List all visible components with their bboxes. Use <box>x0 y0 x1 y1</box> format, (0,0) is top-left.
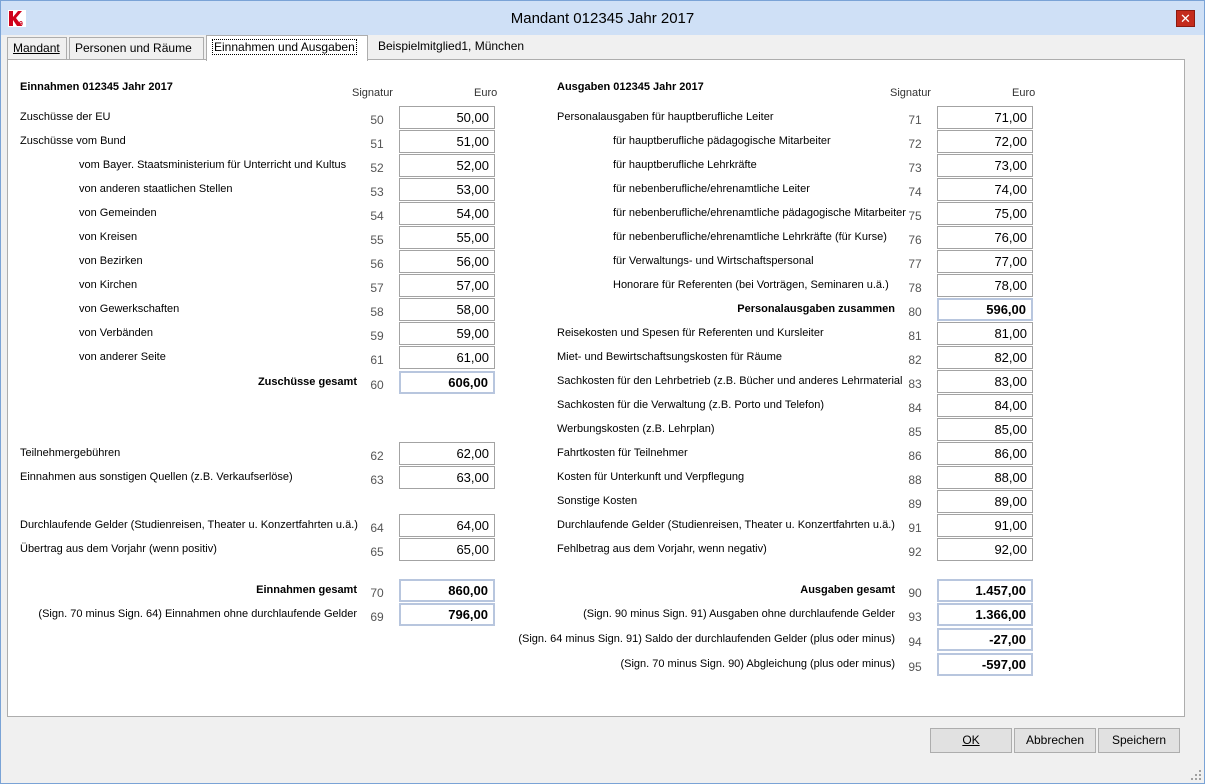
row-label: Ausgaben gesamt <box>800 584 895 596</box>
amount-input[interactable]: 88,00 <box>937 466 1033 489</box>
cancel-button[interactable]: Abbrechen <box>1014 728 1096 753</box>
row-label: Kosten für Unterkunft und Verpflegung <box>557 471 745 483</box>
row-label: Werbungskosten (z.B. Lehrplan) <box>557 423 715 435</box>
row-label: Miet- und Bewirtschaftsungskosten für Räume <box>557 351 782 363</box>
amount-input[interactable]: 52,00 <box>399 154 495 177</box>
tab-label: Personen und Räume <box>75 41 192 55</box>
tab-mandant[interactable] <box>7 37 67 60</box>
row-label: (Sign. 70 minus Sign. 64) Einnahmen ohne durchlaufende Gelder <box>38 608 357 620</box>
row-signatur: 86 <box>908 449 922 463</box>
row-signatur: 70 <box>370 586 384 600</box>
total-amount-field[interactable]: -27,00 <box>937 628 1033 651</box>
row-label: Fehlbetrag aus dem Vorjahr, wenn negativ) <box>557 543 767 555</box>
content-panel <box>7 59 1185 717</box>
row-signatur: 84 <box>908 401 922 415</box>
row-label: von Kirchen <box>79 279 138 291</box>
row-label: Zuschüsse vom Bund <box>20 135 126 147</box>
amount-input[interactable]: 76,00 <box>937 226 1033 249</box>
row-label: für nebenberufliche/ehrenamtliche pädagogische Mitarbeiter <box>613 207 906 219</box>
save-button[interactable]: Speichern <box>1098 728 1180 753</box>
total-amount-field[interactable]: 796,00 <box>399 603 495 626</box>
row-signatur: 51 <box>370 137 384 151</box>
amount-input[interactable]: 53,00 <box>399 178 495 201</box>
row-signatur: 53 <box>370 185 384 199</box>
row-signatur: 90 <box>908 586 922 600</box>
row-label: Fahrtkosten für Teilnehmer <box>557 447 688 459</box>
row-label: (Sign. 70 minus Sign. 90) Abgleichung (plus oder minus) <box>620 658 895 670</box>
row-label: Personalausgaben zusammen <box>737 303 895 315</box>
amount-input[interactable]: 64,00 <box>399 514 495 537</box>
row-signatur: 77 <box>908 257 922 271</box>
row-signatur: 94 <box>908 635 922 649</box>
row-label: von Gewerkschaften <box>79 303 180 315</box>
amount-input[interactable]: 63,00 <box>399 466 495 489</box>
total-amount-field[interactable]: 1.457,00 <box>937 579 1033 602</box>
row-signatur: 83 <box>908 377 922 391</box>
row-signatur: 92 <box>908 545 922 559</box>
amount-input[interactable]: 83,00 <box>937 370 1033 393</box>
amount-input[interactable]: 73,00 <box>937 154 1033 177</box>
row-label: Reisekosten und Spesen für Referenten und Kursleiter <box>557 327 824 339</box>
amount-input[interactable]: 54,00 <box>399 202 495 225</box>
row-signatur: 61 <box>370 353 384 367</box>
row-signatur: 71 <box>908 113 922 127</box>
ok-button-label: OK <box>962 733 980 747</box>
amount-input[interactable]: 84,00 <box>937 394 1033 417</box>
total-amount-field[interactable]: 596,00 <box>937 298 1033 321</box>
row-label: von anderer Seite <box>79 351 166 363</box>
row-signatur: 54 <box>370 209 384 223</box>
tab-personen-und-raeume[interactable] <box>69 37 204 60</box>
row-label: (Sign. 64 minus Sign. 91) Saldo der durchlaufenden Gelder (plus oder minus) <box>518 633 895 645</box>
row-signatur: 81 <box>908 329 922 343</box>
row-signatur: 80 <box>908 305 922 319</box>
row-label: vom Bayer. Staatsministerium für Unterricht und Kultus <box>79 159 347 171</box>
row-signatur: 88 <box>908 473 922 487</box>
amount-input[interactable]: 82,00 <box>937 346 1033 369</box>
row-signatur: 50 <box>370 113 384 127</box>
row-label: für nebenberufliche/ehrenamtliche Leiter <box>613 183 810 195</box>
row-label: von Verbänden <box>79 327 154 339</box>
amount-input[interactable]: 85,00 <box>937 418 1033 441</box>
amount-input[interactable]: 59,00 <box>399 322 495 345</box>
row-label: Zuschüsse der EU <box>20 111 111 123</box>
close-icon[interactable]: ✕ <box>1176 10 1195 27</box>
title-bar[interactable] <box>1 1 1204 35</box>
amount-input[interactable]: 78,00 <box>937 274 1033 297</box>
amount-input[interactable]: 62,00 <box>399 442 495 465</box>
row-signatur: 85 <box>908 425 922 439</box>
row-label: Sachkosten für den Lehrbetrieb (z.B. Bücher und anderes Lehrmaterial <box>557 375 903 387</box>
row-signatur: 73 <box>908 161 922 175</box>
amount-input[interactable]: 81,00 <box>937 322 1033 345</box>
row-label: Einnahmen aus sonstigen Quellen (z.B. Verkaufserlöse) <box>20 471 293 483</box>
member-label: Beispielmitglied1, München <box>378 39 525 53</box>
amount-input[interactable]: 57,00 <box>399 274 495 297</box>
row-signatur: 65 <box>370 545 384 559</box>
total-amount-field[interactable]: 860,00 <box>399 579 495 602</box>
row-signatur: 72 <box>908 137 922 151</box>
income-heading: Einnahmen 012345 Jahr 2017 <box>20 81 173 93</box>
row-signatur: 93 <box>908 610 922 624</box>
row-signatur: 69 <box>370 610 384 624</box>
amount-input[interactable]: 92,00 <box>937 538 1033 561</box>
row-signatur: 64 <box>370 521 384 535</box>
row-signatur: 55 <box>370 233 384 247</box>
row-signatur: 78 <box>908 281 922 295</box>
row-signatur: 95 <box>908 660 922 674</box>
amount-input[interactable]: 56,00 <box>399 250 495 273</box>
expenses-euro-header: Euro <box>1012 87 1036 99</box>
row-label: für nebenberufliche/ehrenamtliche Lehrkräfte (für Kurse) <box>613 231 887 243</box>
row-label: von Kreisen <box>79 231 138 243</box>
row-label: von Gemeinden <box>79 207 157 219</box>
row-label: Durchlaufende Gelder (Studienreisen, Theater u. Konzertfahrten u.ä.) <box>557 519 895 531</box>
row-label: Sonstige Kosten <box>557 495 638 507</box>
total-amount-field[interactable]: 606,00 <box>399 371 495 394</box>
row-label: für Verwaltungs- und Wirtschaftspersonal <box>613 255 814 267</box>
svg-text:9: 9 <box>19 21 23 27</box>
row-label: Personalausgaben für hauptberufliche Leiter <box>557 111 774 123</box>
row-signatur: 82 <box>908 353 922 367</box>
amount-input[interactable]: 65,00 <box>399 538 495 561</box>
row-signatur: 74 <box>908 185 922 199</box>
row-signatur: 59 <box>370 329 384 343</box>
row-label: von Bezirken <box>79 255 143 267</box>
total-amount-field[interactable]: 1.366,00 <box>937 603 1033 626</box>
row-signatur: 57 <box>370 281 384 295</box>
amount-input[interactable]: 61,00 <box>399 346 495 369</box>
row-signatur: 91 <box>908 521 922 535</box>
row-label: für hauptberufliche Lehrkräfte <box>613 159 757 171</box>
amount-input[interactable]: 89,00 <box>937 490 1033 513</box>
ok-button[interactable] <box>930 728 1012 753</box>
row-label: (Sign. 90 minus Sign. 91) Ausgaben ohne durchlaufende Gelder <box>583 608 895 620</box>
income-euro-header: Euro <box>474 87 498 99</box>
amount-input[interactable]: 74,00 <box>937 178 1033 201</box>
total-amount-field[interactable]: -597,00 <box>937 653 1033 676</box>
row-label: Einnahmen gesamt <box>256 584 357 596</box>
row-signatur: 89 <box>908 497 922 511</box>
expenses-signatur-header: Signatur <box>890 87 931 99</box>
row-label: Honorare für Referenten (bei Vorträgen, Seminaren u.ä.) <box>613 279 889 291</box>
amount-input[interactable]: 77,00 <box>937 250 1033 273</box>
tab-label: Einnahmen und Ausgaben <box>214 40 355 54</box>
tab-label: Mandant <box>13 41 60 55</box>
resize-grip-icon[interactable] <box>1191 770 1202 781</box>
row-signatur: 75 <box>908 209 922 223</box>
row-signatur: 62 <box>370 449 384 463</box>
row-signatur: 76 <box>908 233 922 247</box>
expenses-heading: Ausgaben 012345 Jahr 2017 <box>557 81 704 93</box>
amount-input[interactable]: 58,00 <box>399 298 495 321</box>
window-title: Mandant 012345 Jahr 2017 <box>510 10 695 27</box>
row-label: Teilnehmergebühren <box>20 447 121 459</box>
row-signatur: 52 <box>370 161 384 175</box>
row-label: Zuschüsse gesamt <box>257 376 357 388</box>
amount-input[interactable]: 91,00 <box>937 514 1033 537</box>
income-signatur-header: Signatur <box>352 87 393 99</box>
row-label: von anderen staatlichen Stellen <box>79 183 233 195</box>
row-label: für hauptberufliche pädagogische Mitarbeiter <box>613 135 831 147</box>
row-label: Sachkosten für die Verwaltung (z.B. Porto und Telefon) <box>557 399 825 411</box>
row-signatur: 60 <box>370 378 384 392</box>
amount-input[interactable]: 50,00 <box>399 106 495 129</box>
row-signatur: 63 <box>370 473 384 487</box>
row-label: Übertrag aus dem Vorjahr (wenn positiv) <box>20 543 217 555</box>
tab-einnahmen-und-ausgaben[interactable] <box>206 35 368 61</box>
amount-input[interactable]: 51,00 <box>399 130 495 153</box>
row-label: Durchlaufende Gelder (Studienreisen, Theater u. Konzertfahrten u.ä.) <box>20 519 358 531</box>
amount-input[interactable]: 86,00 <box>937 442 1033 465</box>
amount-input[interactable]: 72,00 <box>937 130 1033 153</box>
amount-input[interactable]: 75,00 <box>937 202 1033 225</box>
row-signatur: 56 <box>370 257 384 271</box>
amount-input[interactable]: 55,00 <box>399 226 495 249</box>
row-signatur: 58 <box>370 305 384 319</box>
amount-input[interactable]: 71,00 <box>937 106 1033 129</box>
